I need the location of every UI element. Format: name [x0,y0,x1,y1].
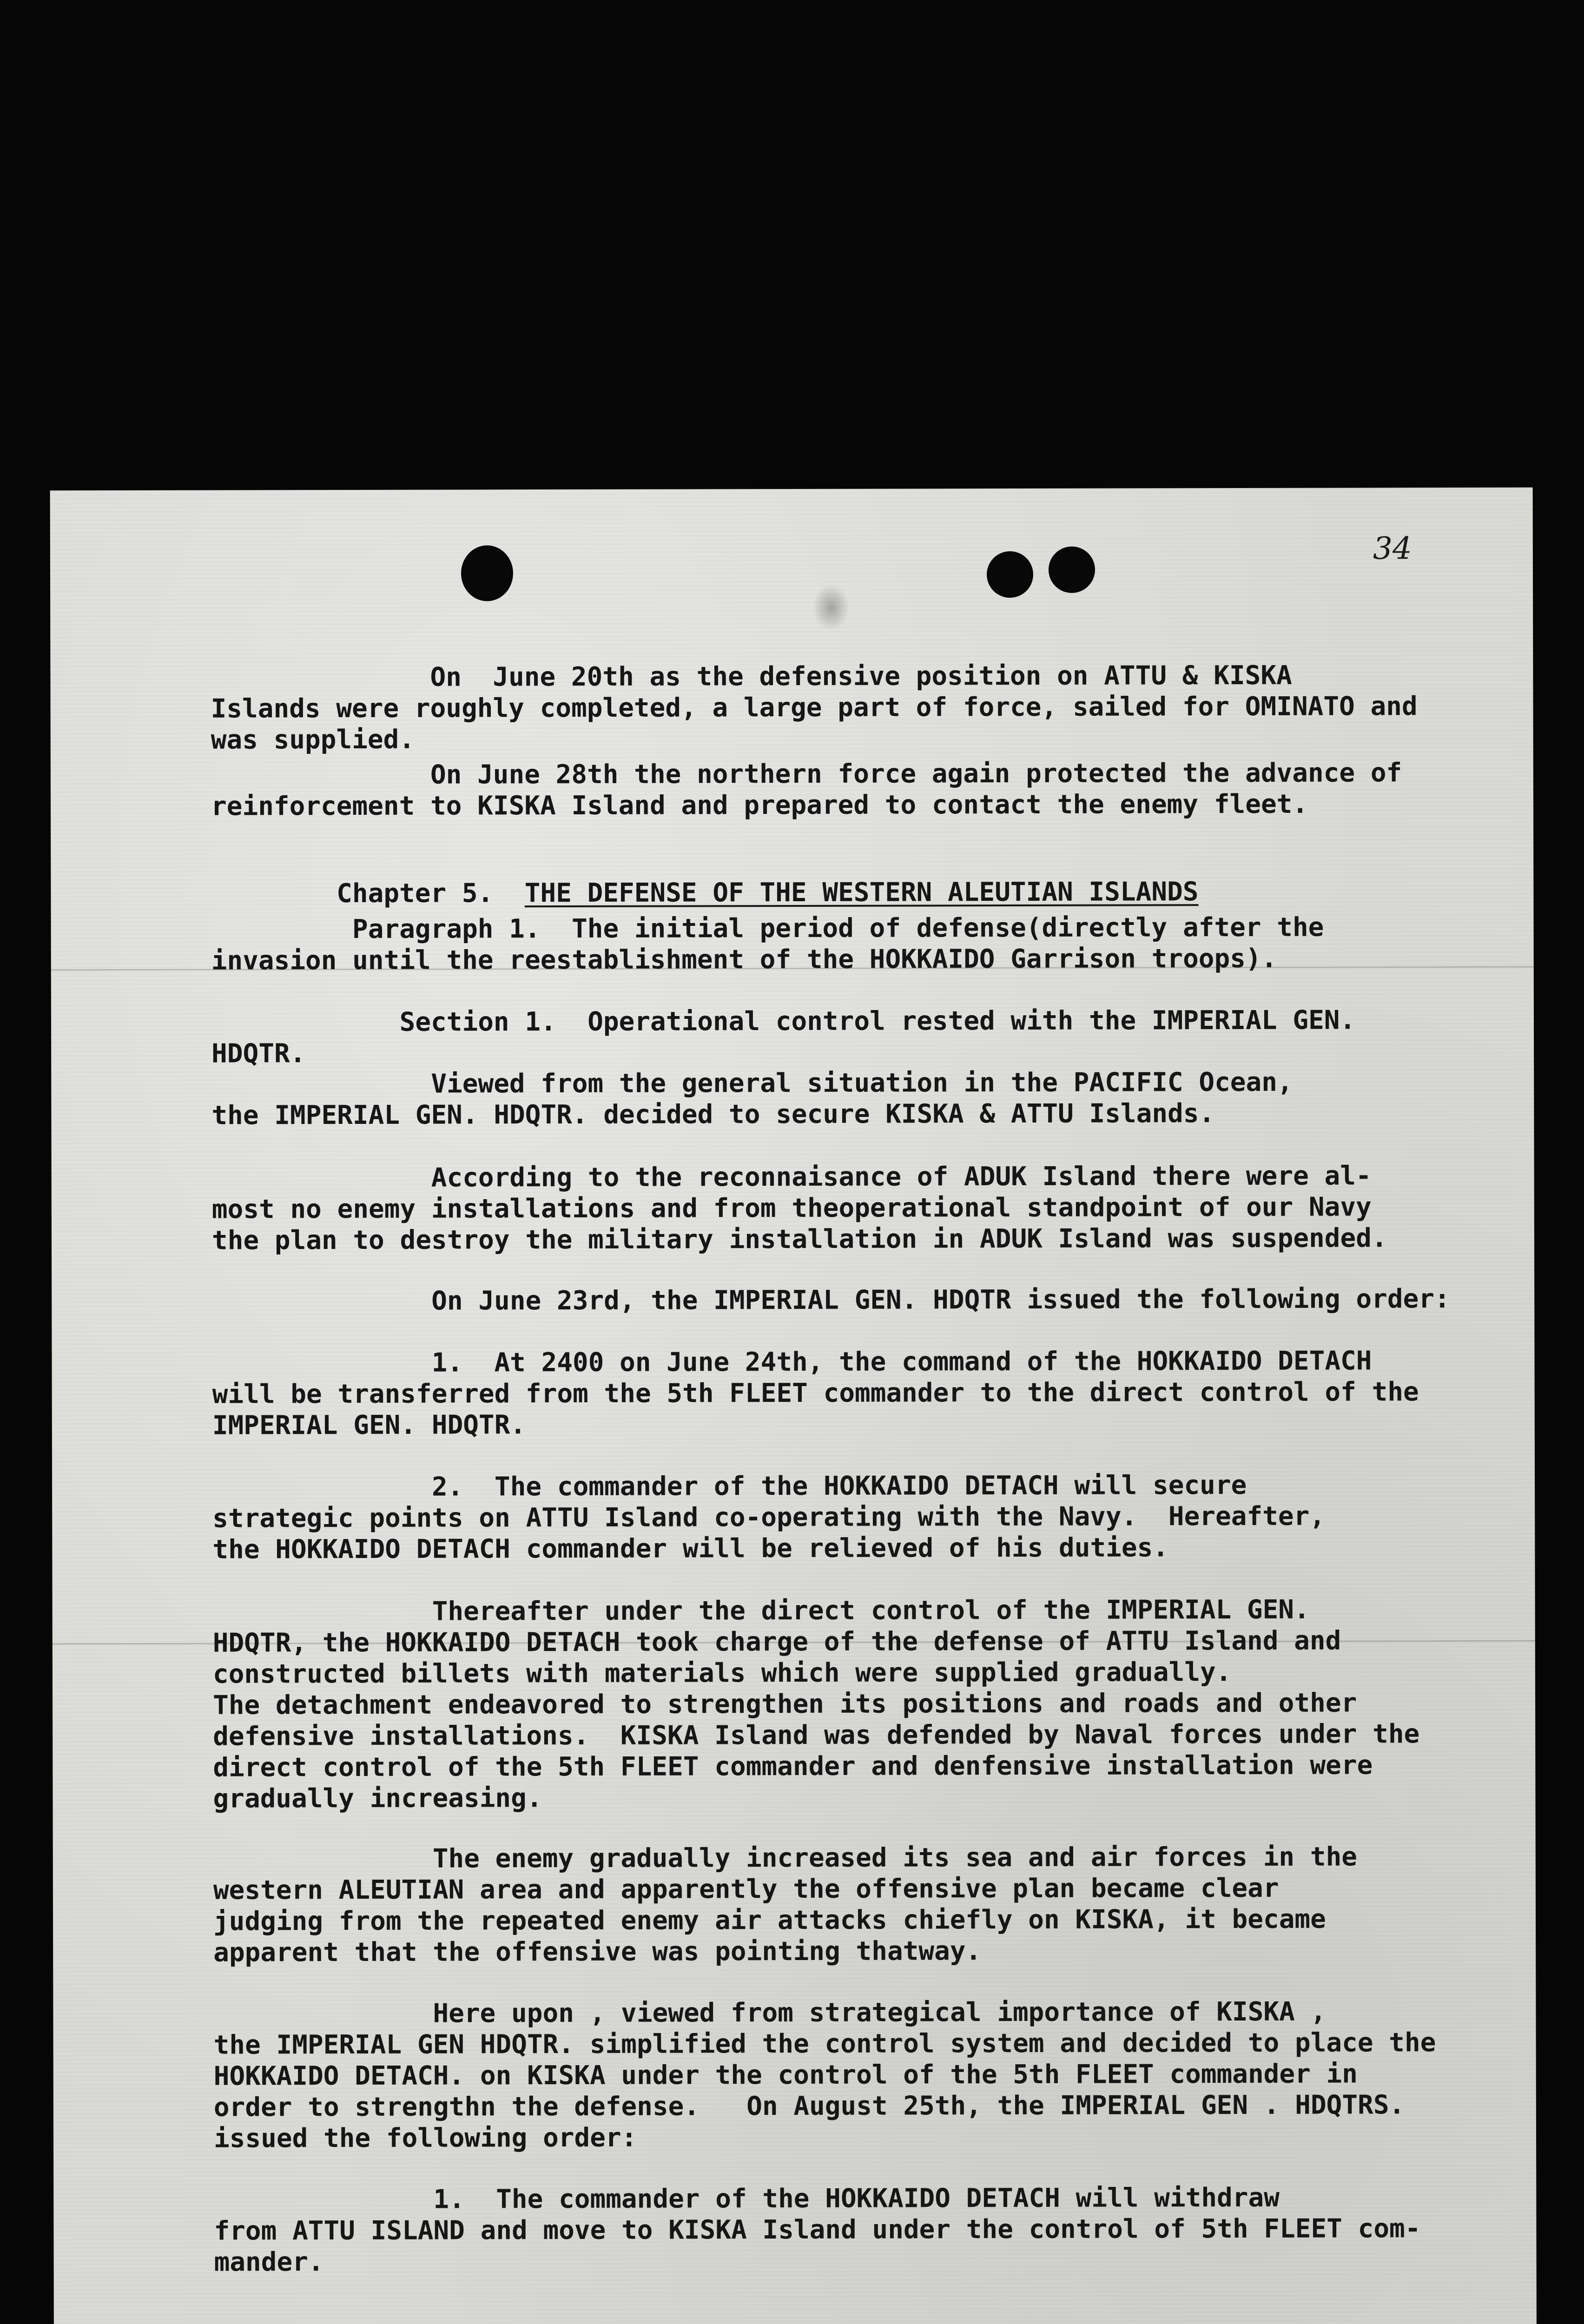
paragraph-omminato: On June 20th as the defensive position on ATTU & KISKA Islands were roughly completed, a large part of force, sailed for OMINATO and was supplied. [211,660,1418,755]
punch-hole-right [1049,547,1095,593]
section-heading-1: Section 1. Operational control rested with the IMPERIAL GEN. HDQTR. [211,1005,1356,1069]
order-item-1: 1. At 2400 on June 24th, the command of the HOKKAIDO DETACH will be transferred from the 5th FLEET commander to the direct control of the IMPERIAL GEN. HDQTR. [212,1346,1419,1441]
document-page [50,488,1537,2324]
chapter-prefix: Chapter 5. [337,878,494,909]
punch-hole-left [461,545,513,601]
paragraph-june-28: On June 28th the northern force again protected the advance of reinforcement to KISKA Island and prepared to contact the enemy fleet. [211,758,1402,822]
paragraph-pacific: Viewed from the general situation in the PACIFIC Ocean, the IMPERIAL GEN. HDQTR. decided to secure KISKA & ATTU Islands. [211,1067,1293,1131]
punch-hole-middle [987,551,1033,598]
paragraph-aduk: According to the reconnaisance of ADUK Island there were al- most no enemy installations and from theoperational standpoint of our Navy the plan to destroy the military installation in ADUK Island was suspended. [211,1161,1387,1256]
chapter-title: THE DEFENSE OF THE WESTERN ALEUTIAN ISLANDS [524,877,1199,909]
paragraph-june-23-order: On June 23rd, the IMPERIAL GEN. HDQTR issued the following order: [212,1284,1450,1317]
paragraph-enemy-forces: The enemy gradually increased its sea and air forces in the western ALEUTIAN area and apparently the offensive plan became clear judging from the repeated enemy air attacks chiefly on KISKA, it became apparent that the offensive was pointing thatway. [213,1842,1358,1968]
paragraph-heading-1: Paragraph 1. The initial period of defense(directly after the invasion until the reestablishment of the HOKKAIDO Garrison troops). [211,912,1324,976]
page-number: 34 [1373,530,1412,567]
order-item-withdraw: 1. The commander of the HOKKAIDO DETACH will withdraw from ATTU ISLAND and move to KISKA Island under the control of 5th FLEET com- mander. [214,2182,1421,2278]
stain-mark [812,584,850,631]
order-item-2: 2. The commander of the HOKKAIDO DETACH will secure strategic points on ATTU Island co-operating with the Navy. Hereafter, the HOKKAIDO DETACH commander will be relieved of his duties. [212,1470,1326,1565]
paragraph-kiska-control: Here upon , viewed from strategical importance of KISKA , the IMPERIAL GEN HDQTR. simplified the control system and decided to place the HOKKAIDO DETACH. on KISKA under the control of the 5th FLEET commander in order to strengthn the defense. On August 25th, the IMPERIAL GEN . HDQTRS. issued the following order: [213,1996,1436,2154]
paragraph-attu-defense: Thereafter under the direct control of the IMPERIAL GEN. HDQTR, the HOKKAIDO DETACH took charge of the defense of ATTU Island and constructed billets with materials which were supplied gradually. The detachment endeavored to strengthen its positions and roads and other defensive installations. KISKA Island was defended by Naval forces under the direct control of the 5th FLEET commander and denfensive installation were gradually increasing. [212,1594,1420,1814]
